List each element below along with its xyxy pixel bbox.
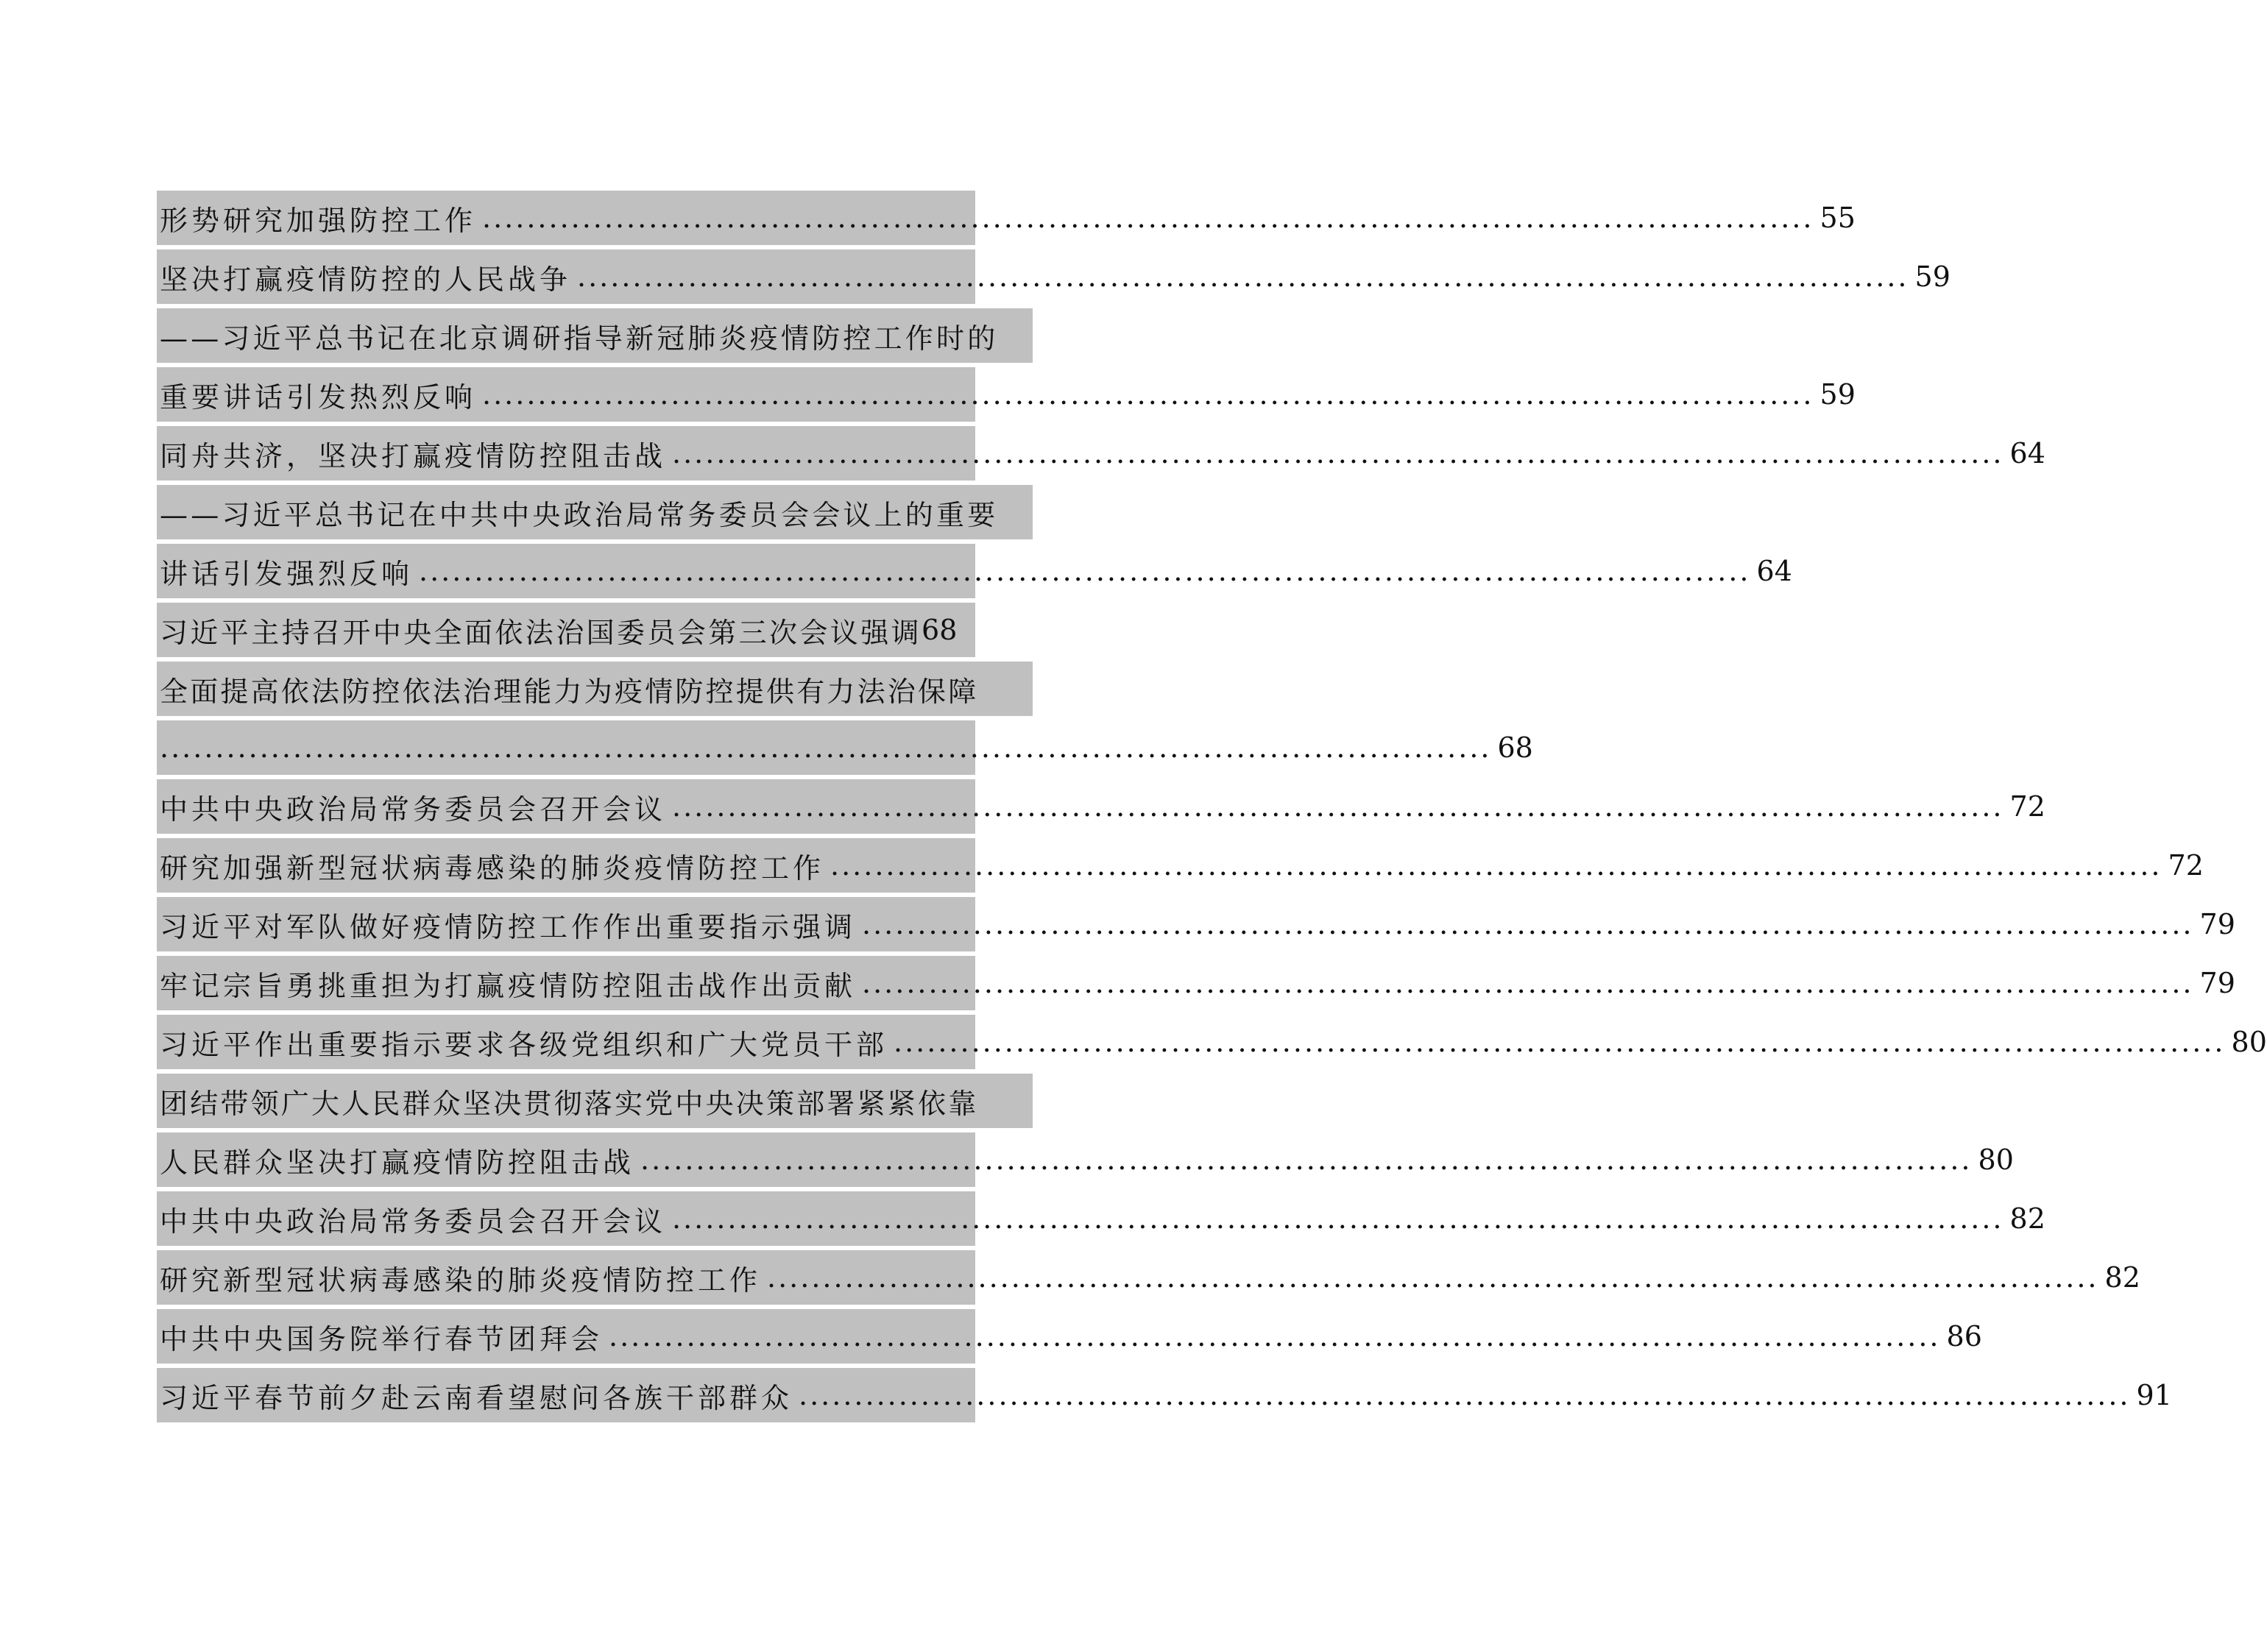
dot-leader: ........................................................................................................................: [640, 1144, 1973, 1176]
toc-entry[interactable]: [157, 836, 2204, 895]
toc-entry-continued[interactable]: [157, 659, 1033, 718]
dot-leader: ........................................................................................................................: [482, 378, 1814, 411]
toc-entry-page: 86: [1946, 1320, 1982, 1353]
dot-leader: ........................................................................................................................: [577, 260, 1909, 293]
toc-entry-page: 80: [2231, 1026, 2267, 1058]
dot-leader: ........................................................................................................................: [799, 1379, 2131, 1411]
toc-entry[interactable]: [157, 718, 1533, 777]
toc-entry[interactable]: [157, 1130, 2014, 1189]
toc-entry-page: 72: [2168, 849, 2204, 882]
dot-leader: ........................................................................................................................: [482, 202, 1814, 234]
toc-entry[interactable]: [157, 365, 1856, 424]
toc-entry-title: 团结带领广大人民群众坚决贯彻落实党中央决策部署紧紧依靠: [160, 1087, 979, 1120]
toc-entry-title: 中共中央国务院举行春节团拜会: [160, 1322, 604, 1355]
toc-entry[interactable]: [157, 777, 2045, 836]
toc-entry-title: 重要讲话引发热烈反响: [160, 380, 477, 414]
toc-entry-page: 80: [1978, 1144, 2014, 1176]
dot-leader: ........................................................................................................................: [894, 1026, 2226, 1058]
toc-entry-title: 中共中央政治局常务委员会召开会议: [160, 1205, 667, 1238]
table-of-contents: [157, 188, 2267, 1425]
toc-entry-page: 55: [1819, 202, 1856, 234]
toc-entry[interactable]: [157, 1248, 2140, 1307]
toc-entry-title: 研究加强新型冠状病毒感染的肺炎疫情防控工作: [160, 851, 825, 885]
dot-leader: ........................................................................................................................: [160, 731, 1492, 764]
dot-leader: ........................................................................................................................: [672, 437, 2004, 469]
toc-entry-title: 习近平春节前夕赴云南看望慰问各族干部群众: [160, 1381, 793, 1414]
dot-leader: ........................................................................................................................: [419, 555, 1751, 587]
toc-entry-title: 人民群众坚决打赢疫情防控阻击战: [160, 1146, 635, 1179]
toc-entry-title: 坚决打赢疫情防控的人民战争: [160, 263, 572, 296]
toc-entry[interactable]: [157, 1307, 1982, 1366]
toc-entry[interactable]: [157, 954, 2235, 1013]
dot-leader: ........................................................................................................................: [767, 1261, 2099, 1294]
toc-entry-page: 59: [1819, 378, 1856, 411]
toc-entry[interactable]: [157, 1189, 2045, 1248]
toc-entry-title: ——习近平总书记在北京调研指导新冠肺炎疫情防控工作时的: [160, 322, 999, 355]
toc-entry[interactable]: [157, 247, 1951, 306]
toc-entry-page: 64: [2009, 437, 2045, 469]
toc-entry-title: 全面提高依法防控依法治理能力为疫情防控提供有力法治保障: [160, 675, 979, 708]
toc-entry-title: 同舟共济，坚决打赢疫情防控阻击战: [160, 439, 667, 472]
toc-entry-page: 79: [2199, 967, 2235, 999]
toc-entry-title: ——习近平总书记在中共中央政治局常务委员会会议上的重要: [160, 498, 999, 531]
toc-entry[interactable]: [157, 1013, 2267, 1071]
toc-entry-title: 习近平主持召开中央全面依法治国委员会第三次会议强调: [160, 616, 922, 649]
toc-entry-continued[interactable]: [157, 1071, 1033, 1130]
toc-entry[interactable]: [157, 542, 1792, 600]
dot-leader: ........................................................................................................................: [830, 849, 2162, 882]
toc-entry-continued[interactable]: [157, 306, 1033, 365]
toc-entry[interactable]: [157, 895, 2235, 954]
toc-entry-title: 习近平作出重要指示要求各级党组织和广大党员干部: [160, 1028, 888, 1061]
toc-entry-page: 68: [922, 614, 958, 646]
toc-entry-page: 82: [2104, 1261, 2140, 1294]
toc-entry-page: 79: [2199, 908, 2235, 940]
toc-entry-title: 讲话引发强烈反响: [160, 557, 414, 590]
toc-entry-page: 72: [2009, 790, 2045, 823]
toc-entry[interactable]: [157, 424, 2045, 483]
toc-entry-title: 形势研究加强防控工作: [160, 204, 477, 237]
toc-entry-page: 91: [2136, 1379, 2172, 1411]
toc-entry-title: 研究新型冠状病毒感染的肺炎疫情防控工作: [160, 1263, 762, 1297]
dot-leader: ........................................................................................................................: [862, 967, 2194, 999]
toc-entry[interactable]: [157, 188, 1856, 247]
toc-entry-page: 64: [1756, 555, 1792, 587]
toc-entry-continued[interactable]: [157, 483, 1033, 542]
toc-entry-title: 习近平对军队做好疫情防控工作作出重要指示强调: [160, 910, 857, 943]
toc-entry-page: 82: [2009, 1202, 2045, 1235]
dot-leader: ........................................................................................................................: [672, 1202, 2004, 1235]
toc-entry[interactable]: [157, 1366, 2172, 1425]
toc-entry-page: 59: [1914, 260, 1951, 293]
toc-entry-title: 牢记宗旨勇挑重担为打赢疫情防控阻击战作出贡献: [160, 969, 857, 1002]
dot-leader: ........................................................................................................................: [609, 1320, 1941, 1353]
toc-entry-page: 68: [1497, 731, 1533, 764]
dot-leader: ........................................................................................................................: [862, 908, 2194, 940]
toc-entry[interactable]: [157, 600, 1033, 659]
dot-leader: ........................................................................................................................: [672, 790, 2004, 823]
toc-entry-title: 中共中央政治局常务委员会召开会议: [160, 793, 667, 826]
